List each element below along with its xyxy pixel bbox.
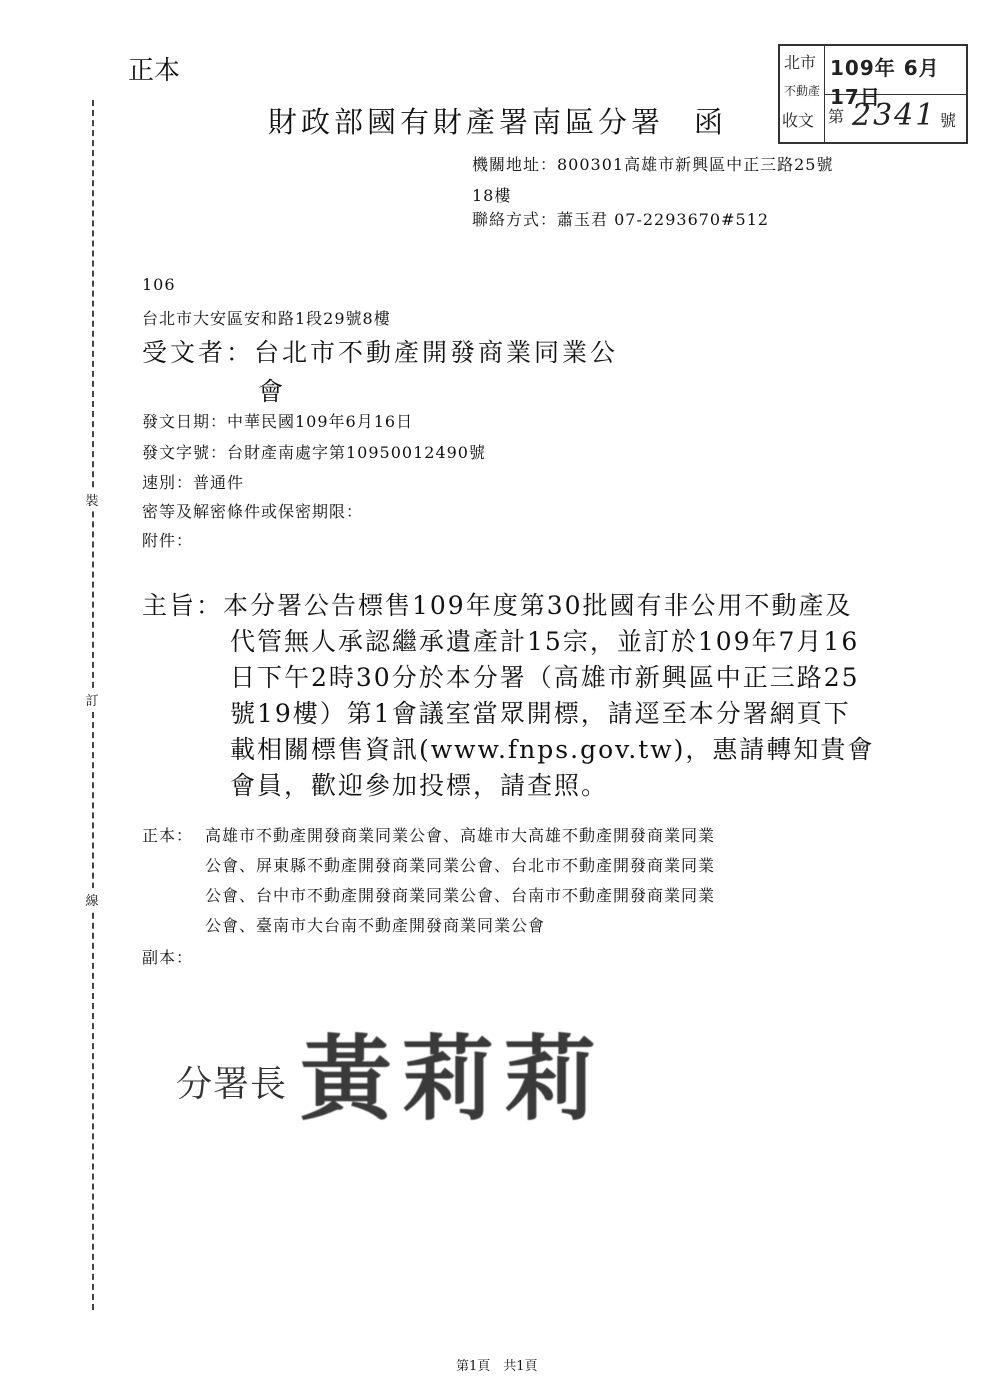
subject-line: 會員，歡迎參加投標，請查照。 [230, 771, 609, 800]
cc-label: 正本： [142, 826, 194, 845]
signature-title: 分署長 [176, 1064, 288, 1105]
security-level: 密等及解密條件或保密期限： [142, 502, 364, 521]
doc-type: 函 [694, 105, 728, 139]
attachment: 附件： [142, 531, 194, 550]
agency-contact: 聯絡方式：蕭玉君 07-2293670#512 [472, 210, 770, 229]
document-title [268, 100, 727, 141]
agency-address-line1: 機關地址：800301高雄市新興區中正三路25號 [472, 155, 834, 174]
binding-char-zhuang: 裝 [82, 488, 102, 511]
stamp-date: 109年 6月17日 [830, 56, 940, 109]
subject-line: 主旨：本分署公告標售109年度第30批國有非公用不動產及 [142, 591, 853, 620]
stamp-di: 第 [828, 107, 845, 126]
subject-line: 代管無人承認繼承遺產計15宗，並訂於109年7月16 [230, 627, 860, 656]
cc-line: 公會、屏東縣不動產開發商業同業公會、台北市不動產開發商業同業 [205, 856, 716, 875]
stamp-label-city: 北市 [784, 53, 817, 72]
signature-seal: 黃莉莉 [300, 1025, 607, 1133]
stamp-label-received: 收文 [782, 111, 815, 130]
cc-line: 高雄市不動產開發商業同業公會、高雄市大高雄不動產開發商業同業 [205, 826, 716, 845]
subject-line: 日下午2時30分於本分署（高雄市新興區中正三路25 [230, 663, 860, 692]
stamp-label-assoc: 不動產 [784, 84, 821, 98]
copy-to-label: 副本： [142, 948, 194, 967]
postal-code: 106 [142, 275, 176, 294]
cc-line: 公會、台中市不動產開發商業同業公會、台南市不動產開發商業同業 [205, 886, 716, 905]
issue-date: 發文日期：中華民國109年6月16日 [142, 412, 414, 431]
stamp-number: 2341 [852, 98, 937, 133]
recipient-line1: 受文者：台北市不動產開發商業同業公 [142, 338, 619, 367]
binding-char-ding: 訂 [82, 688, 102, 711]
recipient-address: 台北市大安區安和路1段29號8樓 [142, 309, 391, 328]
agency-address-line2: 18樓 [472, 186, 512, 205]
subject-line: 號19樓）第1會議室當眾開標，請逕至本分署網頁下 [230, 699, 851, 728]
stamp-hao: 號 [940, 111, 957, 130]
copy-mark: 正本 [128, 56, 181, 86]
cc-line: 公會、臺南市大台南不動產開發商業同業公會 [205, 916, 546, 935]
subject-line: 載相關標售資訊(www.fnps.gov.tw)，惠請轉知貴會 [230, 735, 875, 764]
binding-char-xian: 線 [82, 888, 102, 911]
page-number: 第1頁 共1頁 [456, 1359, 538, 1374]
doc-number: 發文字號：台財產南處字第10950012490號 [142, 443, 486, 462]
speed: 速別：普通件 [142, 473, 245, 492]
receipt-stamp [778, 44, 968, 144]
recipient-line2: 會 [258, 377, 284, 406]
agency-name: 財政部國有財產署南區分署 [268, 105, 665, 139]
